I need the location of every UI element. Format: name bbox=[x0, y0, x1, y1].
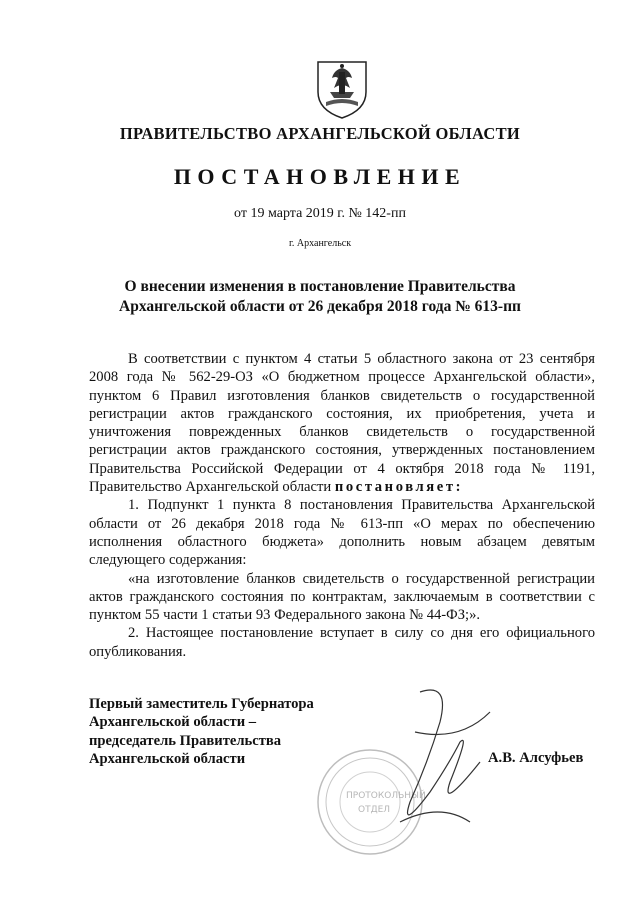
signer-line-4: Архангельской области bbox=[89, 750, 246, 767]
preamble-paragraph bbox=[89, 350, 595, 496]
coat-of-arms-icon bbox=[312, 58, 372, 120]
decree-word: постановляет: bbox=[334, 479, 464, 496]
quoted-paragraph: «на изготовление бланков свидетельств о государственной регистрации актов гражданского состояния по контрактам, заключаемым в соответствии с пунктом 55 части 1 статьи 93 Федерального закона № 44-ФЗ;». bbox=[89, 570, 595, 624]
government-name: ПРАВИТЕЛЬСТВО АРХАНГЕЛЬСКОЙ ОБЛАСТИ bbox=[119, 124, 521, 143]
signer-title bbox=[89, 695, 369, 768]
stamp-text-2: ОТДЕЛ bbox=[358, 805, 391, 815]
item-2-paragraph: 2. Настоящее постановление вступает в силу со дня его официального опубликования. bbox=[89, 625, 595, 660]
item-1-paragraph: 1. Подпункт 1 пункта 8 постановления Правительства Архангельской области от 26 декабря 2018 года № 613-пп «О мерах по обеспечению исполнения областного бюджета» дополнить новым абзацем девятым следующего содержания: bbox=[89, 497, 595, 569]
signer-line-2: Архангельской области – bbox=[89, 714, 257, 731]
stamp-text-1: ПРОТОКОЛЬНЫЙ bbox=[346, 791, 426, 801]
title-line-1: О внесении изменения в постановление Правительства bbox=[124, 278, 516, 295]
signer-line-3: председатель Правительства bbox=[89, 732, 282, 749]
document-body bbox=[89, 350, 595, 661]
date-and-number: от 19 марта 2019 г. № 142-пп bbox=[234, 206, 406, 221]
signer-line-1: Первый заместитель Губернатора bbox=[89, 696, 314, 712]
title-line-2: Архангельской области от 26 декабря 2018 года № 613-пп bbox=[119, 298, 521, 315]
preamble-text: В соответствии с пунктом 4 статьи 5 областного закона от 23 сентября 2008 года № 562-29-ОЗ «О бюджетном процессе Архангельской области», пунктом 6 Правил изготовления бланков свидетельств о государственной регистрации актов гражданского состояния, их приобретения, учета и уничтожения поврежденных бланков свидетельств о государственной регистрации актов гражданского состояния, утвержденных постановлением Правительства Российской Федерации от 4 октября 2018 года № 1191, Правительство Архангельской области bbox=[89, 351, 595, 496]
city: г. Архангельск bbox=[288, 238, 352, 249]
document-type: ПОСТАНОВЛЕНИЕ bbox=[173, 164, 467, 189]
document-title bbox=[0, 277, 640, 317]
signer-name: А.В. Алсуфьев bbox=[488, 750, 584, 766]
